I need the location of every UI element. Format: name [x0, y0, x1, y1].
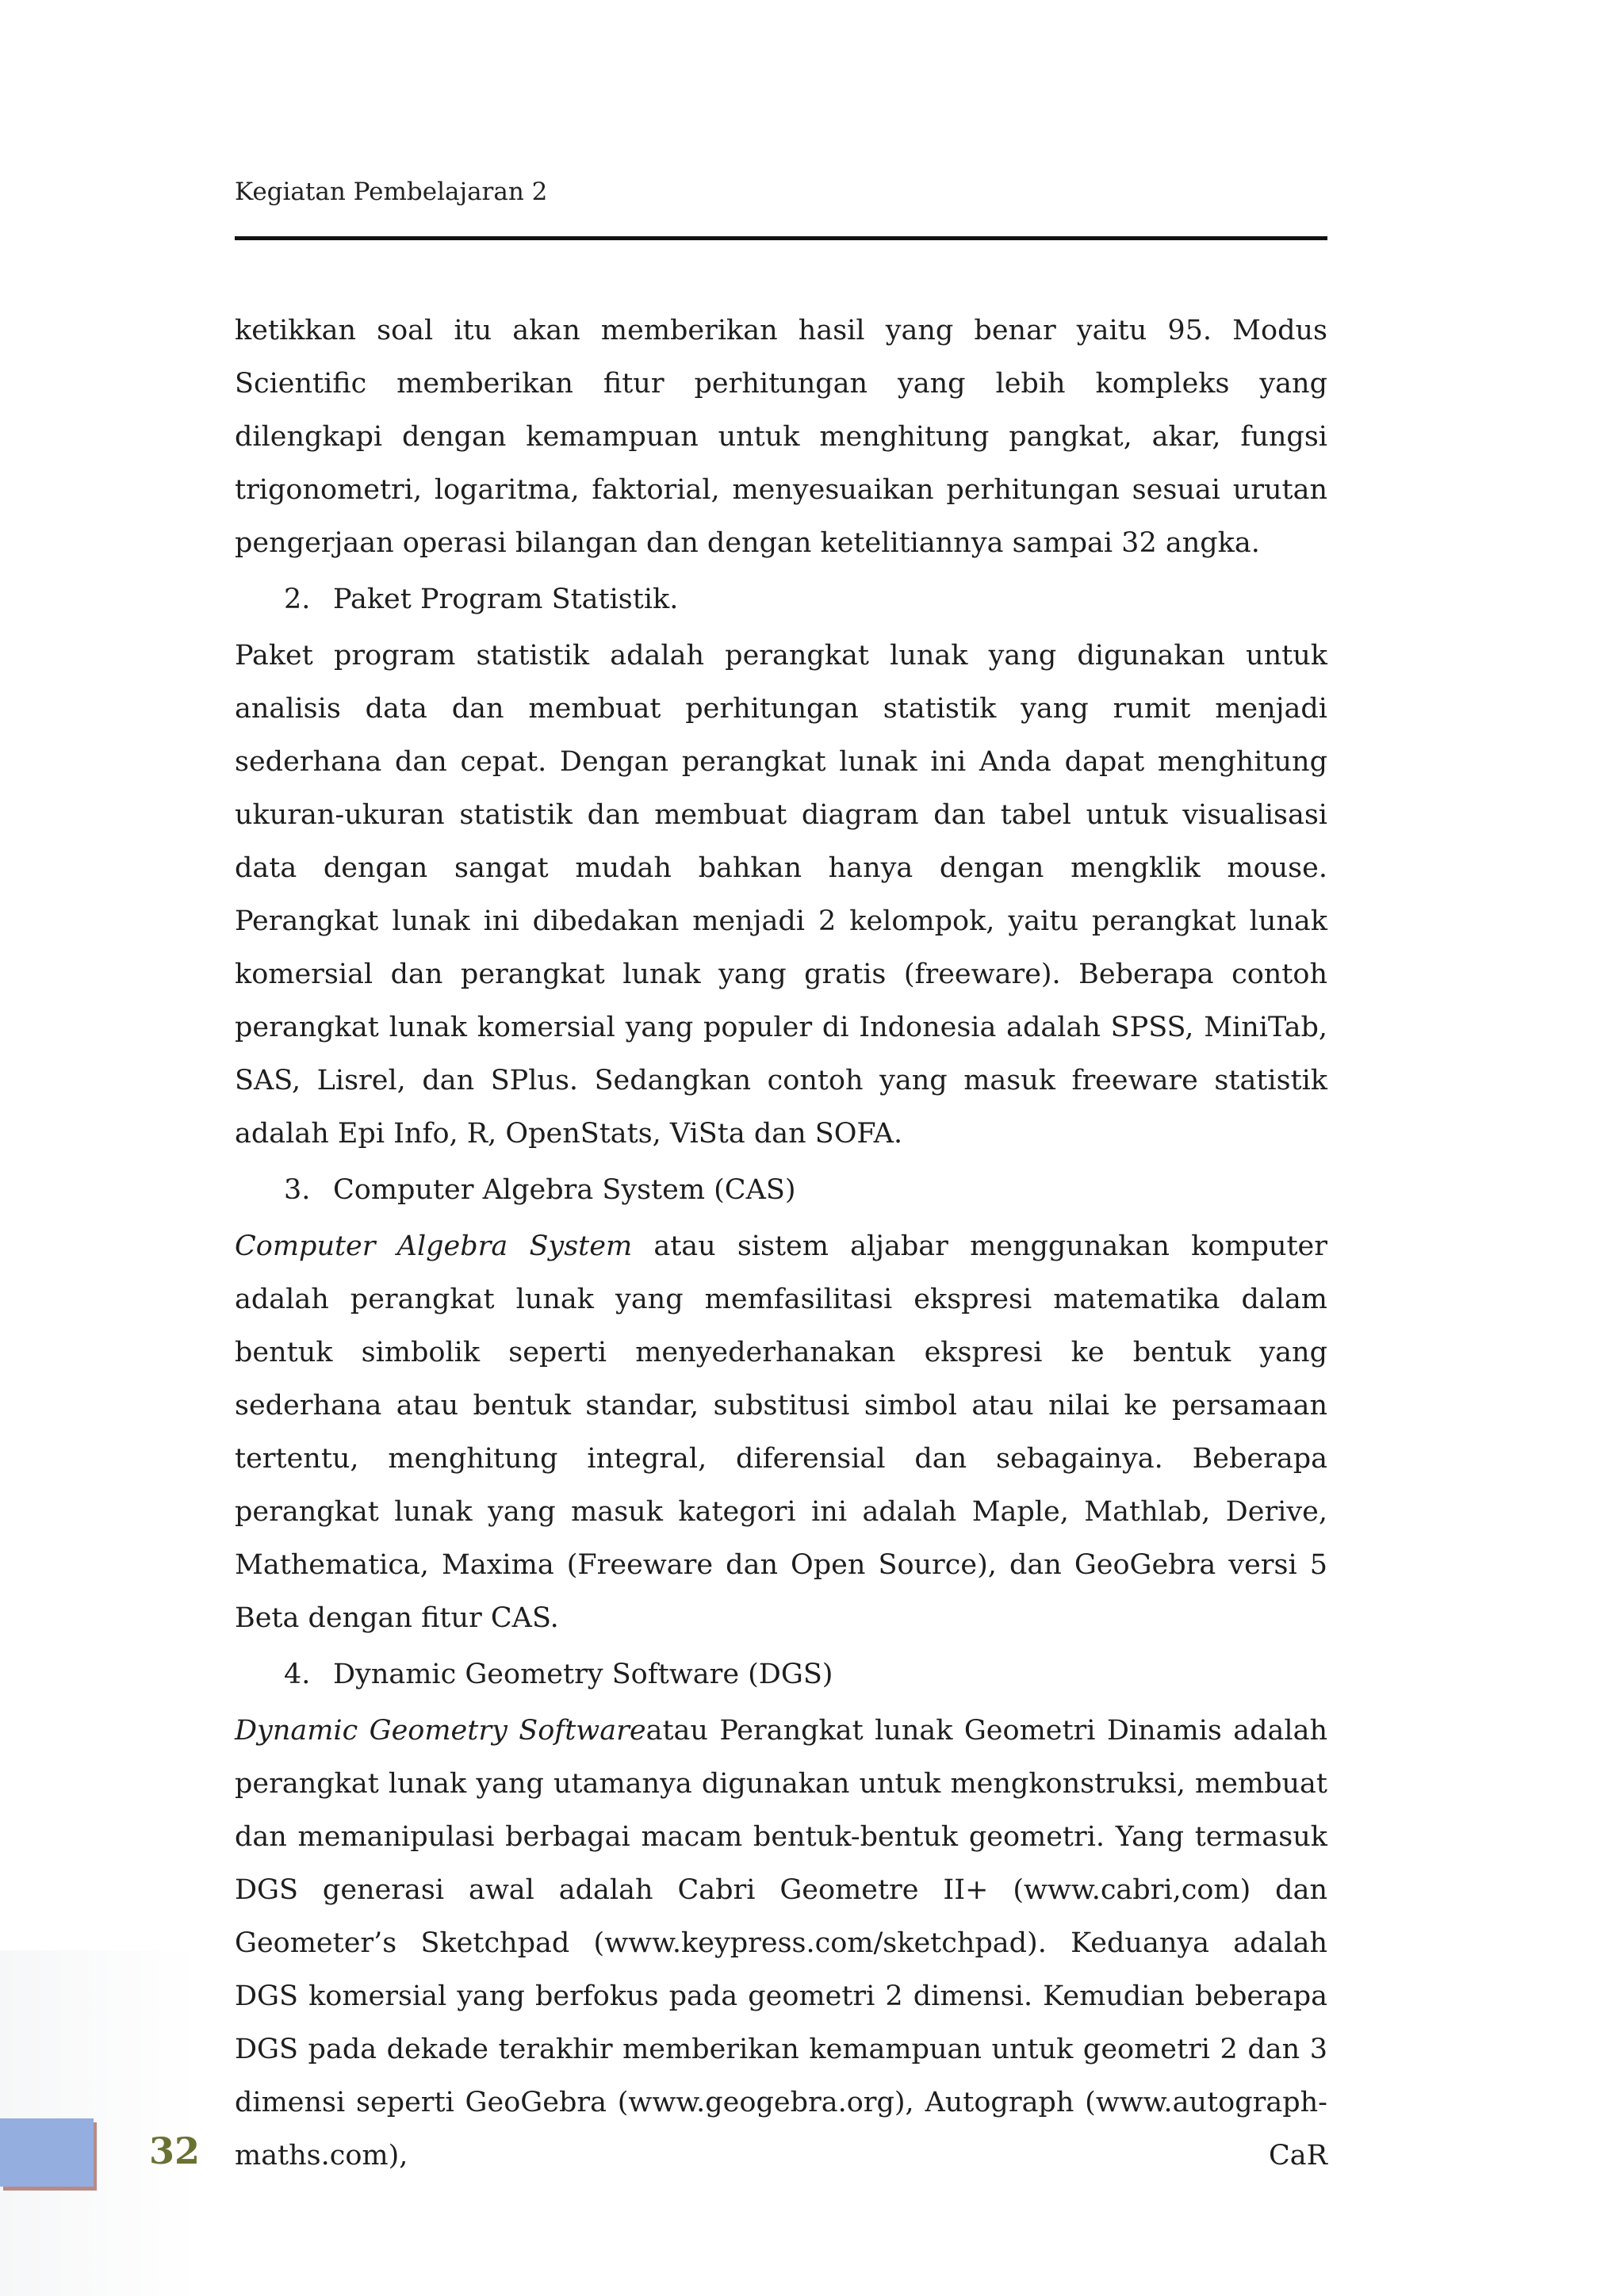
list-text: Dynamic Geometry Software (DGS)	[333, 1659, 833, 1690]
paragraph-cas-text: atau sistem aljabar menggunakan komputer adalah perangkat lunak yang memfasilitasi ekspresi matematika dalam bentuk simbolik seperti menyederhanakan ekspresi ke bentuk yang sederhana atau bentuk standar, substitusi simbol atau nilai ke persamaan tertentu, menghitung integral, diferensial dan sebagainya. Beberapa perangkat lunak yang masuk kategori ini adalah Maple, Mathlab, Derive, Mathematica, Maxima (Freeware dan Open Source), dan GeoGebra versi 5 Beta dengan fitur CAS.	[235, 1230, 1328, 1634]
footer-accent-block	[0, 2118, 94, 2187]
term-dgs: Dynamic Geometry Software	[235, 1715, 646, 1747]
page-number: 32	[149, 2130, 201, 2172]
list-number: 2.	[284, 584, 311, 615]
list-text: Paket Program Statistik.	[333, 584, 679, 615]
list-item-statistics	[235, 570, 1327, 629]
running-header: Kegiatan Pembelajaran 2	[235, 178, 548, 206]
list-number: 3.	[284, 1174, 311, 1206]
page-content	[235, 304, 1327, 2183]
list-item-dgs	[235, 1645, 1327, 1705]
list-item-cas	[235, 1161, 1327, 1220]
paragraph-statistics: Paket program statistik adalah perangkat lunak yang digunakan untuk analisis data dan membuat perhitungan statistik yang rumit menjadi sederhana dan cepat. Dengan perangkat lunak ini Anda dapat menghitung ukuran-ukuran statistik dan membuat diagram dan tabel untuk visualisasi data dengan sangat mudah bahkan hanya dengan mengklik mouse. Perangkat lunak ini dibedakan menjadi 2 kelompok, yaitu perangkat lunak komersial dan perangkat lunak yang gratis (freeware). Beberapa contoh perangkat lunak komersial yang populer di Indonesia adalah SPSS, MiniTab, SAS, Lisrel, dan SPlus. Sedangkan contoh yang masuk freeware statistik adalah Epi Info, R, OpenStats, ViSta dan SOFA.	[235, 640, 1327, 1150]
list-number: 4.	[284, 1659, 311, 1690]
paragraph-calculator: ketikkan soal itu akan memberikan hasil yang benar yaitu 95. Modus Scientific memberikan fitur perhitungan yang lebih kompleks yang dilengkapi dengan kemampuan untuk menghitung pangkat, akar, fungsi trigonometri, logaritma, faktorial, menyesuaikan perhitungan sesuai urutan pengerjaan operasi bilangan dan dengan ketelitiannya sampai 32 angka.	[235, 315, 1327, 559]
header-rule	[235, 236, 1327, 240]
paragraph-dgs	[235, 1705, 1327, 2183]
paragraph-dgs-text: atau Perangkat lunak Geometri Dinamis adalah perangkat lunak yang utamanya digunakan untuk mengkonstruksi, membuat dan memanipulasi berbagai macam bentuk-bentuk geometri. Yang termasuk DGS generasi awal adalah Cabri Geometre II+ (www.cabri,com) dan Geometer’s Sketchpad (www.keypress.com/sketchpad). Keduanya adalah DGS komersial yang berfokus pada geometri 2 dimensi. Kemudian beberapa DGS pada dekade terakhir memberikan kemampuan untuk geometri 2 dan 3 dimensi seperti GeoGebra (www.geogebra.org), Autograph (www.autograph-maths.com), CaR	[235, 1715, 1328, 2172]
paragraph-cas	[235, 1220, 1327, 1645]
list-text: Computer Algebra System (CAS)	[333, 1174, 796, 1206]
term-cas: Computer Algebra System	[235, 1230, 633, 1262]
